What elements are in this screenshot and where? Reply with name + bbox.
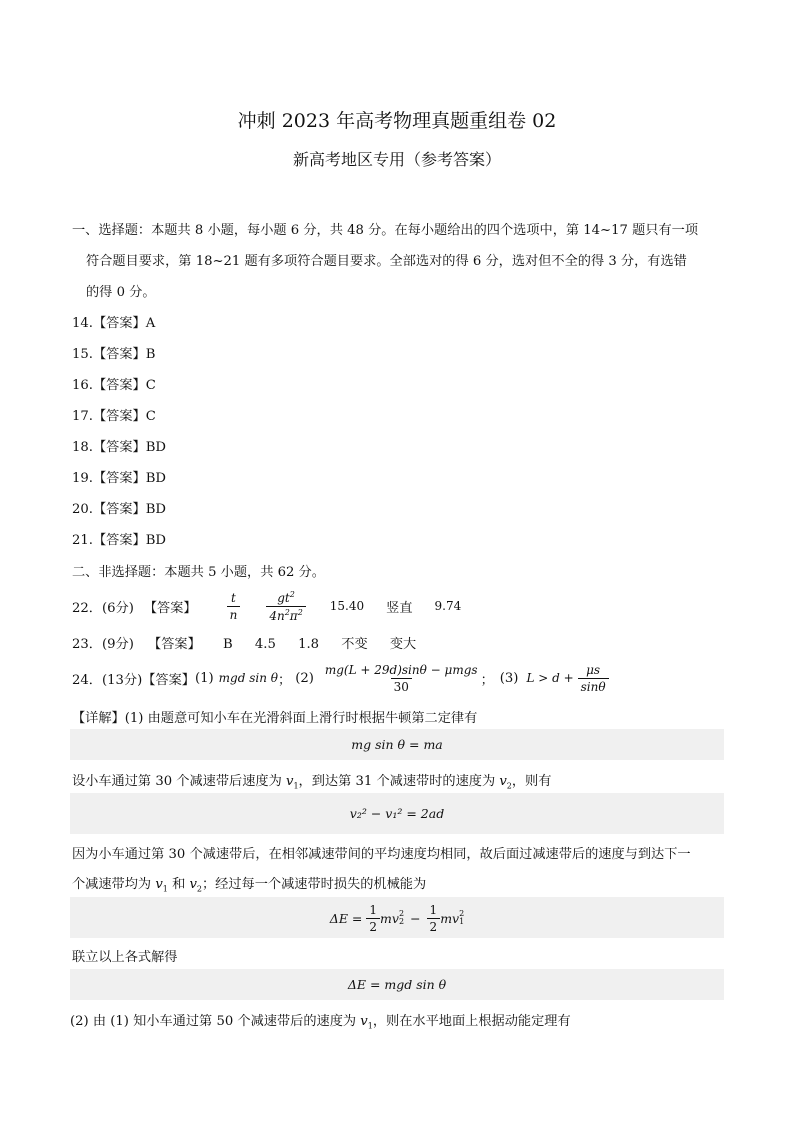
- answer-tag: 【答案】: [92, 316, 146, 331]
- q24-part3-label: (3): [499, 670, 519, 686]
- page-title: 冲刺 2023 年高考物理真题重组卷 02: [237, 110, 557, 132]
- answer-number: 19.: [72, 471, 93, 486]
- answer-number: 20.: [72, 502, 93, 517]
- q22-value-3: 9.74: [434, 599, 462, 613]
- page-subtitle: 新高考地区专用（参考答案）: [292, 150, 501, 169]
- equation-2: v₂² − v₁² = 2ad: [349, 806, 445, 821]
- section1-line2: 符合题目要求，第 18~21 题有多项符合题目要求。全部选对的得 6 分，选对但不全的得 3 分，有选错: [86, 254, 687, 269]
- q24-prefix: 24．(13分): [72, 672, 143, 688]
- answer-number: 18.: [72, 440, 93, 455]
- detail-line-6: (2) 由 (1) 知小车通过第 50 个减速带后的速度为 $v_1$，则在水平地面上根据动能定理有: [70, 1014, 571, 1031]
- answer-number: 14.: [72, 316, 93, 331]
- answer-row: [72, 467, 166, 486]
- q24-part1-label: (1): [194, 670, 214, 686]
- answer-value: C: [145, 378, 156, 393]
- q24-answer-3-lhs: L > d +: [526, 671, 574, 685]
- detail-line-5: 联立以上各式解得: [72, 950, 178, 965]
- answer-number: 16.: [72, 378, 93, 393]
- equation-3: ΔE = $\frac{1}{2}$ mv 2 2 − $\frac{1}{2}$ mv 2 1: [329, 902, 465, 934]
- detail-line-1: 【详解】(1) 由题意可知小车在光滑斜面上滑行时根据牛顿第二定律有: [72, 711, 478, 726]
- answer-number: 17.: [72, 409, 93, 424]
- q22-value-2: 竖直: [386, 600, 413, 616]
- answer-tag: 【答案】: [92, 533, 146, 548]
- answer-value: C: [145, 409, 156, 424]
- answer-value: A: [145, 316, 156, 331]
- answer-tag: 【答案】: [92, 409, 146, 424]
- answer-row: [72, 343, 155, 362]
- answer-value: BD: [145, 471, 166, 486]
- answer-value: BD: [145, 533, 166, 548]
- q23-row: [72, 633, 416, 652]
- section2-heading: 二、非选择题：本题共 5 小题，共 62 分。: [72, 565, 325, 580]
- q22-prefix: 22．(6分): [72, 600, 134, 616]
- equation-1: mg sin θ = ma: [351, 737, 443, 752]
- q22-row: [72, 590, 461, 622]
- q24-row: [72, 660, 609, 696]
- q22-fraction-2: $\frac{gt^2}{4n^2\pi^2}$: [266, 590, 305, 623]
- answer-value: B: [145, 347, 156, 362]
- answer-tag: 【答案】: [92, 378, 146, 393]
- answer-row: [72, 405, 156, 424]
- q24-answer-2: $\frac{\text{mg(L + 29d)sinθ − μmgs}}{30}$: [324, 662, 478, 694]
- answer-row: [72, 374, 156, 393]
- answer-tag: 【答案】: [92, 440, 146, 455]
- answer-row: [72, 498, 166, 517]
- q23-value-5: 变大: [389, 637, 417, 652]
- q23-value-1: B: [223, 637, 233, 652]
- answer-row: [72, 529, 166, 548]
- q22-tag: 【答案】: [143, 600, 197, 616]
- answer-number: 15.: [72, 347, 93, 362]
- q24-answer-3-fraction: $\frac{\mu s}{\sin\theta}$: [578, 663, 609, 694]
- q23-tag: 【答案】: [148, 637, 201, 652]
- q22-value-1: 15.40: [329, 599, 365, 613]
- q23-prefix: 23．(9分): [72, 637, 134, 652]
- q22-fraction-1: $\frac{t}{n}$: [227, 591, 241, 622]
- detail-line-3: 因为小车通过第 30 个减速带后，在相邻减速带间的平均速度均相同，故后面过减速带后的速度与到达下一: [72, 847, 691, 862]
- equation-4: ΔE = mgd sin θ: [347, 977, 447, 992]
- answer-tag: 【答案】: [92, 471, 146, 486]
- answer-number: 21.: [72, 533, 93, 548]
- q24-answer-1: mgd sin θ: [218, 671, 278, 685]
- q23-value-2: 4.5: [254, 637, 276, 652]
- detail-tag: 【详解】: [72, 711, 125, 726]
- answer-value: BD: [145, 440, 166, 455]
- answer-tag: 【答案】: [92, 347, 146, 362]
- section1-line3: 的得 0 分。: [86, 285, 156, 300]
- detail-line-2: 设小车通过第 30 个减速带后速度为 $v_1$，到达第 31 个减速带时的速度为 $v_2$，则有: [72, 774, 552, 791]
- answer-tag: 【答案】: [92, 502, 146, 517]
- answer-value: BD: [145, 502, 166, 517]
- q24-separator-1: ；: [278, 672, 292, 688]
- answer-row: [72, 312, 155, 331]
- q23-value-3: 1.8: [298, 637, 320, 652]
- q24-separator-2: ；: [480, 672, 494, 688]
- q23-value-4: 不变: [341, 637, 368, 652]
- answer-row: [72, 436, 166, 455]
- q24-part2-label: (2): [295, 670, 314, 686]
- q24-tag: 【答案】: [142, 672, 195, 688]
- detail-line-4: 个减速带均为 $v_1$ 和 $v_2$；经过每一个减速带时损失的机械能为: [72, 877, 427, 894]
- section1-line1: 一、选择题：本题共 8 小题，每小题 6 分，共 48 分。在每小题给出的四个选项中，第 14~17 题只有一项: [72, 223, 699, 238]
